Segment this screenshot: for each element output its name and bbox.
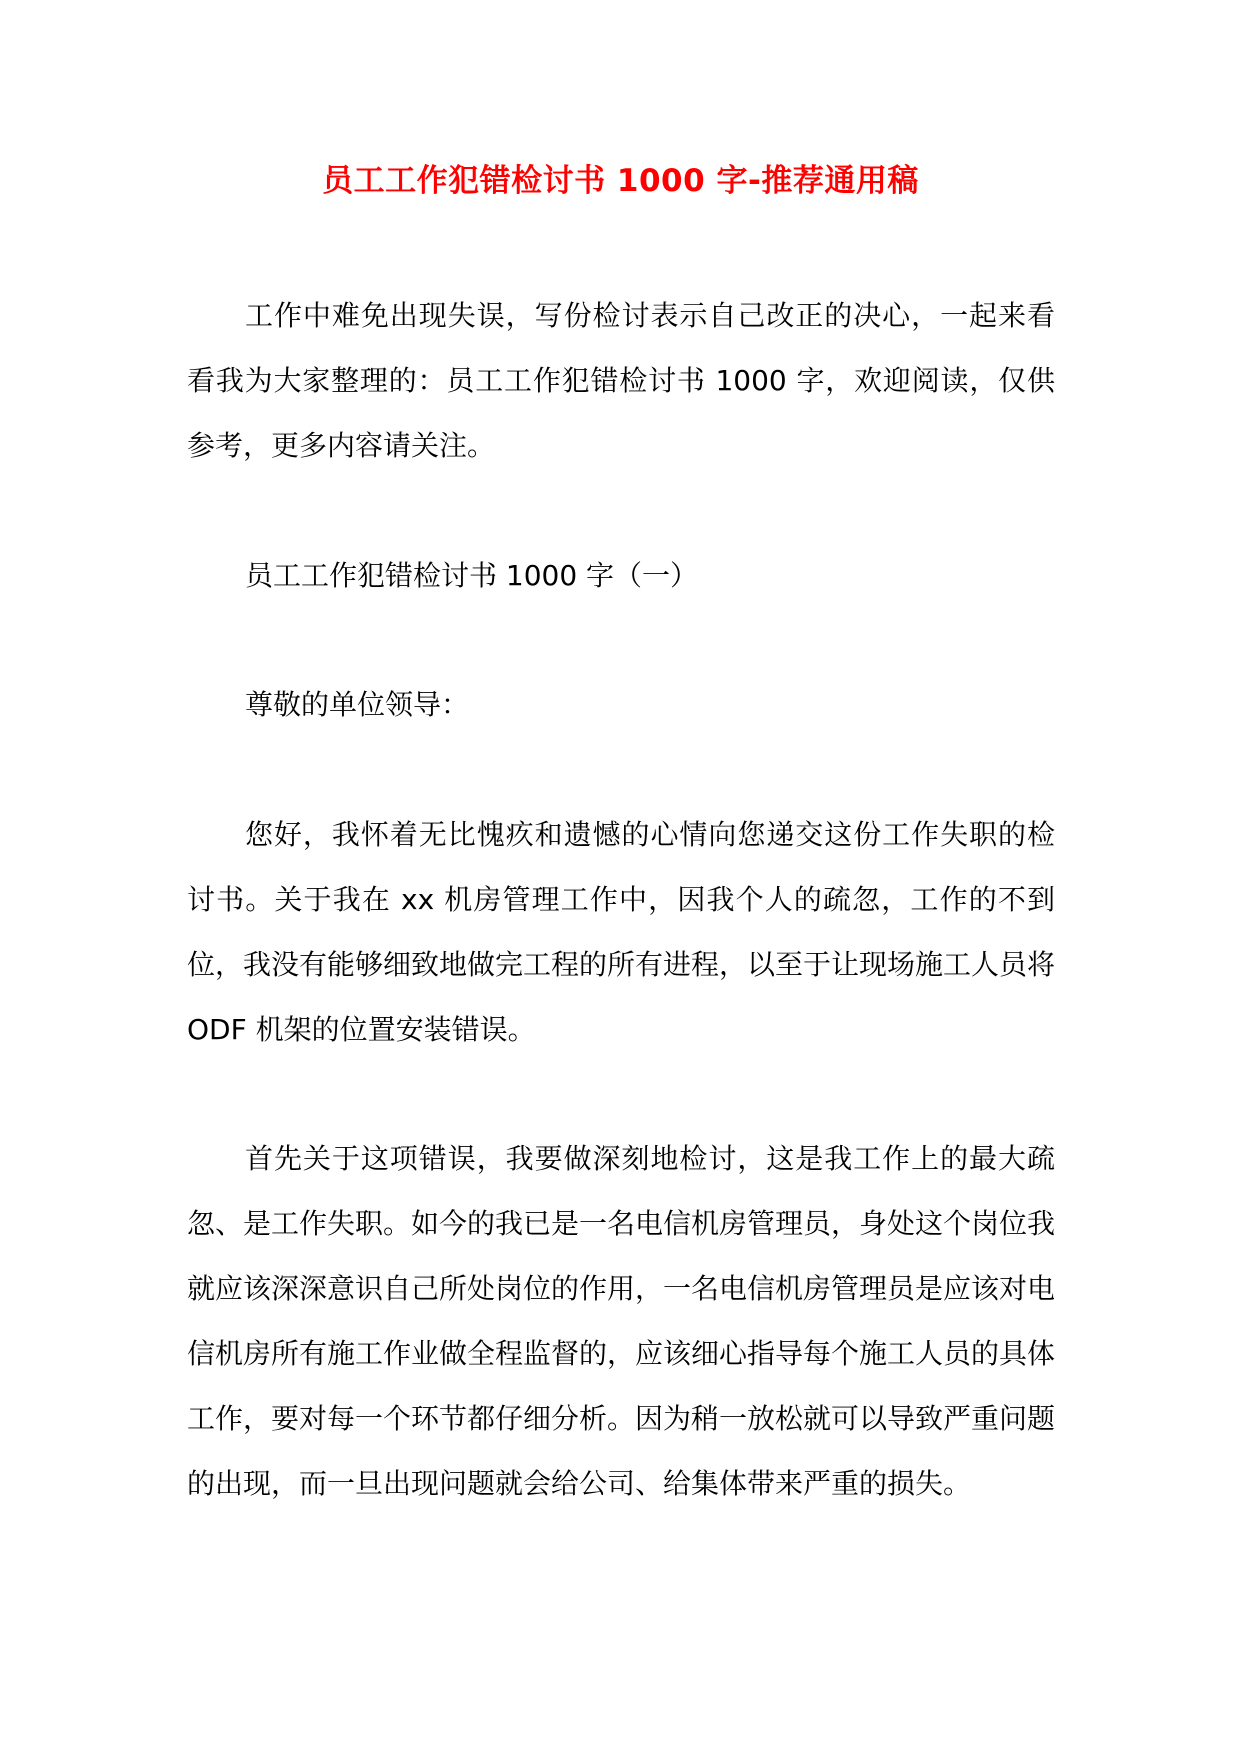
salutation: 尊敬的单位领导： [245, 688, 470, 721]
intro-paragraph: 工作中难免出现失误，写份检讨表示自己改正的决心，一起来看看我为大家整理的：员工工作犯错检讨书 1000 字，欢迎阅读，仅供参考，更多内容请关注。 [187, 299, 1055, 462]
body-paragraph: 首先关于这项错误，我要做深刻地检讨，这是我工作上的最大疏忽、是工作失职。如今的我已是一名电信机房管理员，身处这个岗位我就应该深深意识自己所处岗位的作用，一名电信机房管理员是应该对电信机房所有施工作业做全程监督的，应该细心指导每个施工人员的具体工作，要对每一个环节都仔细分析。因为稍一放松就可以导致严重问题的出现，而一旦出现问题就会给公司、给集体带来严重的损失。 [187, 1142, 1056, 1500]
section-heading: 员工工作犯错检讨书 1000 字（一） [245, 559, 699, 592]
body-paragraph: 您好，我怀着无比愧疚和遗憾的心情向您递交这份工作失职的检讨书。关于我在 xx 机房管理工作中，因我个人的疏忽，工作的不到位，我没有能够细致地做完工程的所有进程，以至于让现场施工人员将 ODF 机架的位置安装错误。 [187, 818, 1056, 1046]
page-title: 员工工作犯错检讨书 1000 字-推荐通用稿 [322, 163, 919, 199]
